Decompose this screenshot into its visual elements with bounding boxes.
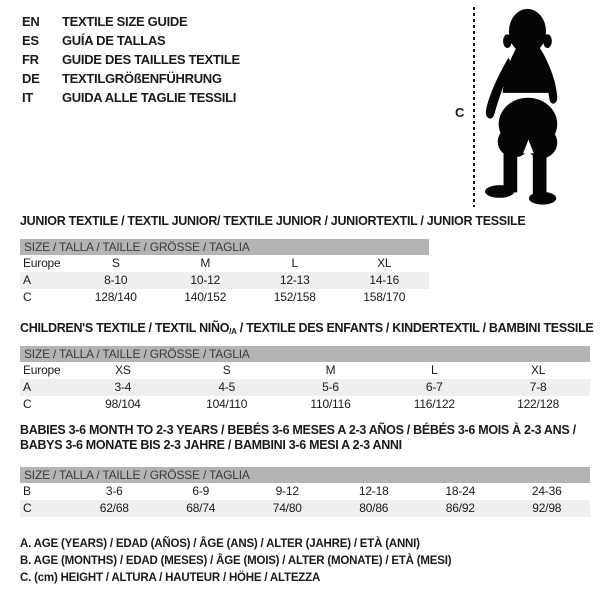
- babies-size-table: [20, 423, 590, 517]
- table-row-height: [20, 396, 590, 413]
- lang-row-fr: [22, 50, 240, 69]
- junior-size-table: [20, 214, 526, 306]
- row-label: C: [23, 397, 32, 411]
- row-label: C: [23, 501, 32, 515]
- language-title-list: [22, 12, 240, 107]
- age-cell: 4-5: [218, 380, 236, 394]
- table-row-height: [20, 500, 590, 517]
- months-cell: 3-6: [105, 484, 123, 498]
- size-cell: XS: [115, 363, 131, 377]
- lang-code: EN: [22, 14, 40, 29]
- months-cell: 12-18: [358, 484, 389, 498]
- title-part: / TEXTILE DES ENFANTS / KINDERTEXTIL / BAMBINI TESSILE: [236, 321, 594, 335]
- lang-code: FR: [22, 52, 39, 67]
- footnote-age-months: B. AGE (MONTHS) / EDAD (MESES) / ÂGE (MOIS) / ALTER (MONATE) / ETÀ (MESI): [20, 555, 452, 567]
- row-label: A: [23, 273, 31, 287]
- table-row-europe: [20, 362, 590, 379]
- height-cell: 128/140: [94, 290, 137, 304]
- size-header-label: SIZE / TALLA / TAILLE / GRÖSSE / TAGLIA: [24, 347, 250, 361]
- size-header-bar: [20, 346, 590, 362]
- age-cell: 7-8: [529, 380, 547, 394]
- table-row-height: [20, 289, 429, 306]
- height-measure-label: C: [455, 105, 465, 120]
- size-header-label: SIZE / TALLA / TAILLE / GRÖSSE / TAGLIA: [24, 468, 250, 482]
- size-header-bar: [20, 467, 590, 483]
- table-row-europe: [20, 255, 429, 272]
- height-cell: 80/86: [359, 501, 389, 515]
- lang-title: GUÍA DE TALLAS: [62, 33, 166, 48]
- height-cell: 140/152: [184, 290, 227, 304]
- months-cell: 9-12: [275, 484, 299, 498]
- size-cell: M: [325, 363, 336, 377]
- table-row-months: [20, 483, 590, 500]
- size-cell: XL: [530, 363, 546, 377]
- height-cell: 92/98: [532, 501, 562, 515]
- lang-code: DE: [22, 71, 40, 86]
- table-row-age: [20, 379, 590, 396]
- row-label: B: [23, 484, 31, 498]
- babies-table-title: [20, 423, 590, 453]
- footnote-height: C. (cm) HEIGHT / ALTURA / HAUTEUR / HÖHE / ALTEZZA: [20, 572, 321, 584]
- row-label: Europe: [23, 363, 61, 377]
- height-cell: 158/170: [363, 290, 406, 304]
- age-cell: 5-6: [322, 380, 339, 394]
- size-cell: XL: [377, 256, 392, 270]
- age-cell: 6-7: [425, 380, 443, 394]
- height-cell: 74/80: [272, 501, 302, 515]
- row-label: A: [23, 380, 31, 394]
- title-subscript: /A: [229, 327, 237, 336]
- age-cell: 3-4: [114, 380, 132, 394]
- table-row-age: [20, 272, 429, 289]
- height-cell: 104/110: [206, 397, 248, 411]
- baby-silhouette-icon: [477, 5, 575, 210]
- size-cell: S: [111, 256, 120, 270]
- lang-row-de: [22, 69, 240, 88]
- age-cell: 14-16: [369, 273, 400, 287]
- junior-table-title: JUNIOR TEXTILE / TEXTIL JUNIOR/ TEXTILE JUNIOR / JUNIORTEXTIL / JUNIOR TESSILE: [20, 214, 526, 228]
- lang-title: GUIDE DES TAILLES TEXTILE: [62, 52, 240, 67]
- row-label: C: [23, 290, 32, 304]
- age-cell: 8-10: [104, 273, 128, 287]
- height-cell: 110/116: [310, 397, 351, 411]
- lang-title: TEXTILE SIZE GUIDE: [62, 14, 188, 29]
- title-part: CHILDREN'S TEXTILE / TEXTIL NIÑO: [20, 321, 230, 335]
- height-cell: 122/128: [517, 397, 560, 411]
- height-cell: 98/104: [105, 397, 141, 411]
- lang-title: GUIDA ALLE TAGLIE TESSILI: [62, 90, 237, 105]
- size-cell: M: [200, 256, 211, 270]
- title-line-1: BABIES 3-6 MONTH TO 2-3 YEARS / BEBÉS 3-6 MESES A 2-3 AÑOS / BÉBÉS 3-6 MOIS À 2-3 ANS /: [20, 423, 576, 437]
- footnote-age-years: A. AGE (YEARS) / EDAD (AÑOS) / ÂGE (ANS) / ALTER (JAHRE) / ETÀ (ANNI): [20, 538, 420, 550]
- lang-title: TEXTILGRÖßENFÜHRUNG: [62, 71, 222, 86]
- height-cell: 62/68: [99, 501, 129, 515]
- height-cell: 116/122: [413, 397, 455, 411]
- size-cell: L: [431, 363, 438, 377]
- row-label: Europe: [23, 256, 61, 270]
- height-cell: 86/92: [445, 501, 475, 515]
- height-cell: 68/74: [186, 501, 216, 515]
- legend-footnotes: [20, 536, 451, 587]
- lang-code: IT: [22, 90, 33, 105]
- size-header-bar: [20, 239, 429, 255]
- children-table-title: [20, 321, 594, 336]
- months-cell: 24-36: [531, 484, 562, 498]
- lang-row-es: [22, 31, 240, 50]
- months-cell: 6-9: [192, 484, 210, 498]
- height-measure-dashed-line: [473, 7, 475, 207]
- lang-row-en: [22, 12, 240, 31]
- age-cell: 10-12: [190, 273, 221, 287]
- height-cell: 152/158: [273, 290, 316, 304]
- size-cell: S: [222, 363, 231, 377]
- months-cell: 18-24: [445, 484, 476, 498]
- children-size-table: [20, 321, 594, 413]
- age-cell: 12-13: [279, 273, 310, 287]
- size-header-label: SIZE / TALLA / TAILLE / GRÖSSE / TAGLIA: [24, 240, 250, 254]
- size-cell: L: [291, 256, 298, 270]
- lang-row-it: [22, 88, 240, 107]
- title-line-2: BABYS 3-6 MONATE BIS 2-3 JAHRE / BAMBINI 3-6 MESI A 2-3 ANNI: [20, 438, 402, 452]
- lang-code: ES: [22, 33, 39, 48]
